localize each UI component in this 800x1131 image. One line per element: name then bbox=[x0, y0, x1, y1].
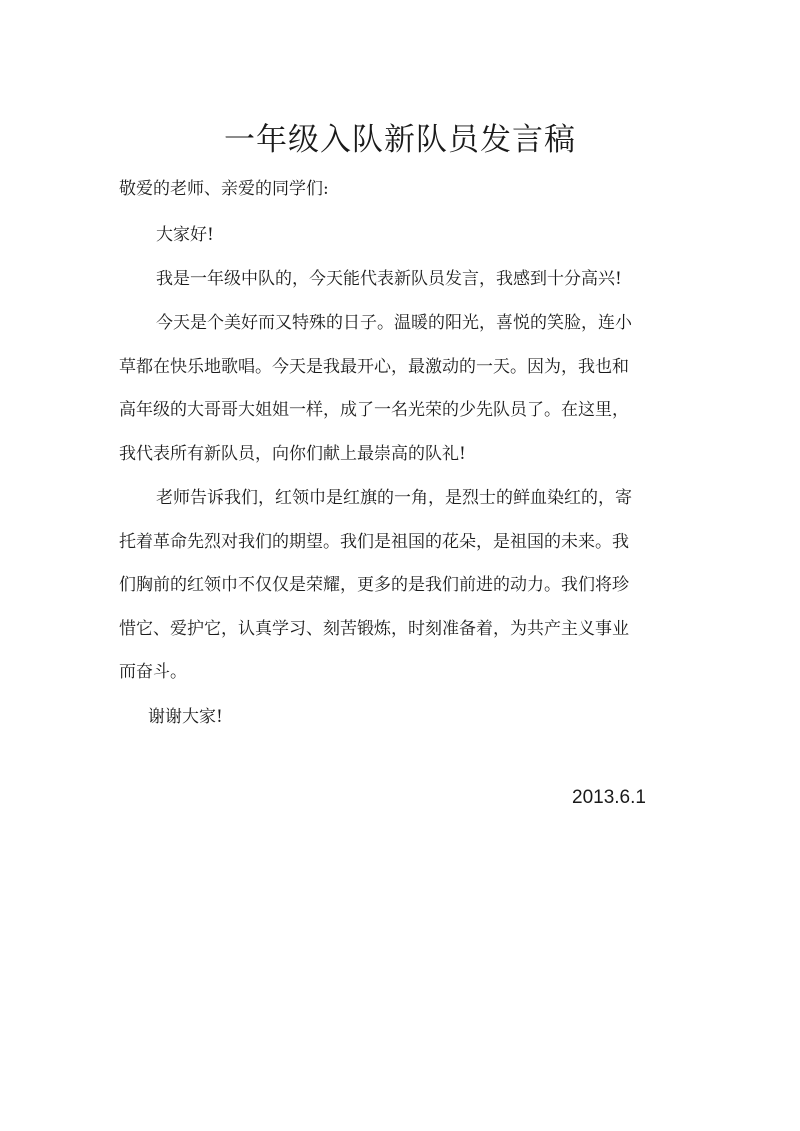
paragraph-2-line-3: 高年级的大哥哥大姐姐一样，成了一名光荣的少先队员了。在这里， bbox=[119, 400, 629, 420]
date: 2013.6.1 bbox=[572, 787, 646, 808]
greeting: 大家好! bbox=[156, 225, 214, 245]
paragraph-2-line-1: 今天是个美好而又特殊的日子。温暖的阳光，喜悦的笑脸，连小 bbox=[156, 313, 632, 333]
paragraph-3-line-2: 托着革命先烈对我们的期望。我们是祖国的花朵，是祖国的未来。我 bbox=[119, 532, 629, 552]
salutation: 敬爱的老师、亲爱的同学们: bbox=[119, 179, 329, 199]
document-title: 一年级入队新队员发言稿 bbox=[224, 122, 576, 158]
closing: 谢谢大家! bbox=[148, 707, 223, 727]
paragraph-2-line-2: 草都在快乐地歌唱。今天是我最开心，最激动的一天。因为，我也和 bbox=[119, 357, 629, 377]
paragraph-3-line-3: 们胸前的红领巾不仅仅是荣耀，更多的是我们前进的动力。我们将珍 bbox=[119, 575, 629, 595]
paragraph-1-line-1: 我是一年级中队的，今天能代表新队员发言，我感到十分高兴! bbox=[156, 269, 622, 289]
paragraph-3-line-5: 而奋斗。 bbox=[119, 662, 187, 682]
paragraph-3-line-4: 惜它、爱护它，认真学习、刻苦锻炼，时刻准备着，为共产主义事业 bbox=[119, 619, 629, 639]
paragraph-2-line-4: 我代表所有新队员，向你们献上最崇高的队礼! bbox=[119, 444, 466, 464]
paragraph-3-line-1: 老师告诉我们，红领巾是红旗的一角，是烈士的鲜血染红的，寄 bbox=[156, 488, 632, 508]
